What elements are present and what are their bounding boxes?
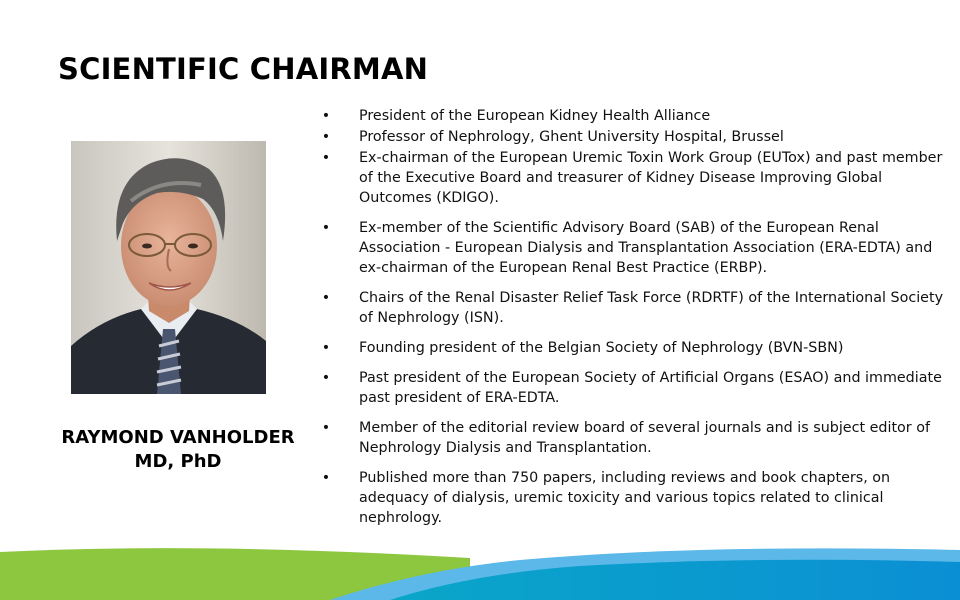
bullet-icon: •: [321, 220, 331, 236]
bullet-icon: •: [321, 470, 331, 486]
portrait-photo: [71, 141, 266, 394]
bio-item: [321, 468, 951, 528]
bullet-icon: •: [321, 290, 331, 306]
bio-item-text: Ex-member of the Scientific Advisory Board (SAB) of the European Renal Association - European Dialysis and Transplantation Association (ERA-EDTA) and ex-chairman of the European Renal Best Practice (ERBP).: [359, 220, 933, 276]
bio-item-text: President of the European Kidney Health Alliance: [359, 108, 711, 124]
bullet-icon: •: [321, 150, 331, 166]
footer-wave-decoration: [0, 540, 960, 600]
bullet-icon: •: [321, 129, 331, 145]
bio-item: [321, 338, 951, 358]
bio-item-text: Founding president of the Belgian Society of Nephrology (BVN-SBN): [359, 340, 844, 356]
bio-item: [321, 418, 951, 458]
bio-item-text: Ex-chairman of the European Uremic Toxin Work Group (EUTox) and past member of the Executive Board and treasurer of Kidney Disease Improving Global Outcomes (KDIGO).: [359, 150, 943, 206]
slide-title: SCIENTIFIC CHAIRMAN: [58, 52, 429, 86]
bullet-icon: •: [321, 420, 331, 436]
person-credentials: MD, PhD: [134, 451, 222, 472]
bio-item: [321, 218, 951, 278]
bio-item-text: Published more than 750 papers, including reviews and book chapters, on adequacy of dialysis, uremic toxicity and various topics related to clinical nephrology.: [359, 470, 891, 526]
bio-item-text: Professor of Nephrology, Ghent University Hospital, Brussel: [359, 129, 784, 145]
bio-item: [321, 127, 951, 147]
bio-item: [321, 106, 951, 126]
bio-item-text: Member of the editorial review board of several journals and is subject editor of Nephrology Dialysis and Transplantation.: [359, 420, 931, 456]
person-name: [44, 426, 312, 474]
bullet-icon: •: [321, 108, 331, 124]
bio-item-text: Chairs of the Renal Disaster Relief Task Force (RDRTF) of the International Society of Nephrology (ISN).: [359, 290, 944, 326]
person-name-line: RAYMOND VANHOLDER: [61, 427, 295, 448]
bio-item-text: Past president of the European Society of Artificial Organs (ESAO) and immediate past president of ERA-EDTA.: [359, 370, 942, 406]
bullet-icon: •: [321, 340, 331, 356]
bullet-icon: •: [321, 370, 331, 386]
bio-item: [321, 368, 951, 408]
bio-item: [321, 148, 951, 208]
bio-list: [321, 106, 951, 538]
bio-item: [321, 288, 951, 328]
